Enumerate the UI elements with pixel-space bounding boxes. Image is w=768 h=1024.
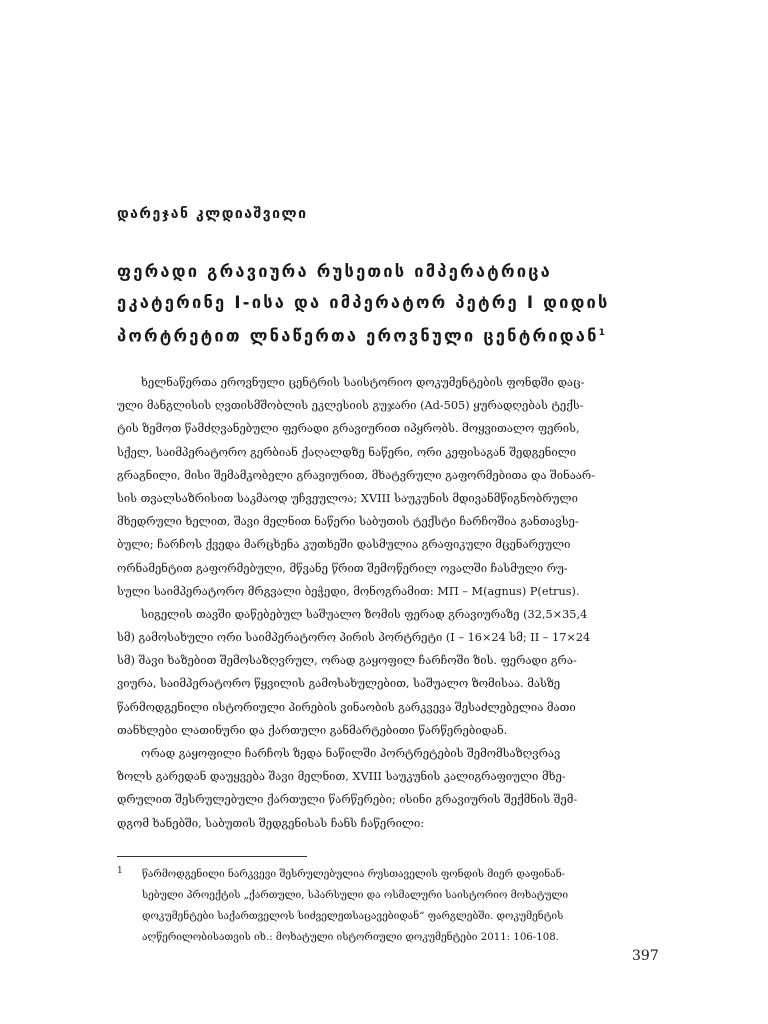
body-line: სიგელის თავში დაწებებულ საშუალო ზომის ფერად გრავიურაზე (32,5×35,4 [141,607,588,621]
footnote-body [142,864,670,948]
article-body [117,371,670,835]
title-line-2: ეკატერინე I-ისა და იმპერატორ პეტრე I დიდის [117,293,610,312]
body-line: ზოლს გარედან დაუყვება შავი მელნით, XVIII საუკუნის კალიგრაფიული მხე- [117,770,566,784]
title-line-1: ფერადი გრავიურა რუსეთის იმპერატრიცა [117,262,553,281]
title-line-3 [117,318,677,349]
footnote-line: სებული პროექტის „ქართული, სპარსული და ოსმალური საისტორიო მოხატული [142,890,569,901]
body-line: სის თვალსაზრისით საკმაოდ უჩვეულოა; XVIII საუკუნის მდივანმწიგნობრული [117,491,578,505]
footnote-mark: 1 [117,866,123,876]
body-line: ორად გაყოფილი ჩარჩოს ზედა ნაწილში პორტრეტების შემომსაზღვრავ [141,747,561,760]
body-line: მხედრული ხელით, შავი მელნით ნაწერი საბუთის ტექსტი ჩარჩოშია განთავსე- [117,515,579,529]
body-line: დგომ ხანებში, საბუთის შედგენისას ჩანს ჩაწერილი: [117,816,425,830]
body-line: ბული; ჩარჩოს ქვედა მარცხენა კუთხეში დასმულია გრაფიკული მცენარეული [117,538,571,552]
body-line: ული მანგლისის ღვთისმშობლის ეკლესიის გუჯარი (Ad-505) ყურადღებას ტექს- [117,399,584,413]
title-line-3-text: პორტრეტით ლნაწერთა ეროვნული ცენტრიდან [117,326,599,346]
footnote-line: დოკუმენტები საქართველოს სიძველეთსაცავებიდან“ ფარგლებში. დოკუმენტის [142,911,564,922]
body-line: სმ) შავი ხაზებით შემოსაზღვრულ, ორად გაყოფილ ჩარჩოში ზის. ფერადი გრა- [117,654,577,668]
body-line: სული საიმპერატორო მრგვალი ბეჭედი, მონოგრამით: МП – M(agnus) P(etrus). [117,584,580,598]
body-line: სქელ, საიმპერატორო გერბიან ქაღალდზე ნაწერი, ორი კეფისაგან შედგენილი [117,445,577,459]
footnote-line: წარმოდგენილი ნარკვევი შესრულებულია რუსთაველის ფონდის მიერ დაფინან- [142,869,566,880]
body-line: დრულით შესრულებული ქართული წარწერები; ისინი გრავიურის შექმნის შემ- [117,793,578,807]
page-number: 397 [632,948,659,964]
body-line: ტის ზემოთ წამძღვანებული ფერადი გრავიურით იპყრობს. მოყვითალო ფერის, [117,422,580,436]
body-line: ვიურა, საიმპერატორო წყვილის გამოსახულებით, საშუალო ზომისაა. მასზე [117,677,561,691]
footnote-line: აღწერილობისათვის იხ.: მოხატული ისტორიული დოკუმენტები 2011: 106-108. [142,932,559,943]
body-line: წარმოდგენილი ისტორიული პირების ვინაობის გარკვევა შესაძლებელია მათი [117,700,576,714]
footnote-divider [117,856,307,857]
body-line: გრაგნილი, მისი შემამკობელი გრავიურით, მხატვრული გაფორმებითა და შინაარ- [117,468,596,482]
footnote [117,864,670,948]
body-line: სმ) გამოსახული ორი საიმპერატორო პირის პორტრეტი (I – 16×24 სმ; II – 17×24 [117,631,591,645]
title-footnote-mark: 1 [598,328,605,338]
article-title [117,256,677,349]
body-line: ხელნაწერთა ეროვნული ცენტრის საისტორიო დოკუმენტების ფონდში დაც- [141,376,585,389]
body-line: თანხლები ლათინური და ქართული განმარტებითი წარწერებიდან. [117,723,508,737]
body-line: ორნამენტით გაფორმებული, მწვანე წრით შემოწერილ ოვალში ჩასმული რუ- [117,561,568,575]
author-name: დარეჯან კლდიაშვილი [117,206,308,222]
